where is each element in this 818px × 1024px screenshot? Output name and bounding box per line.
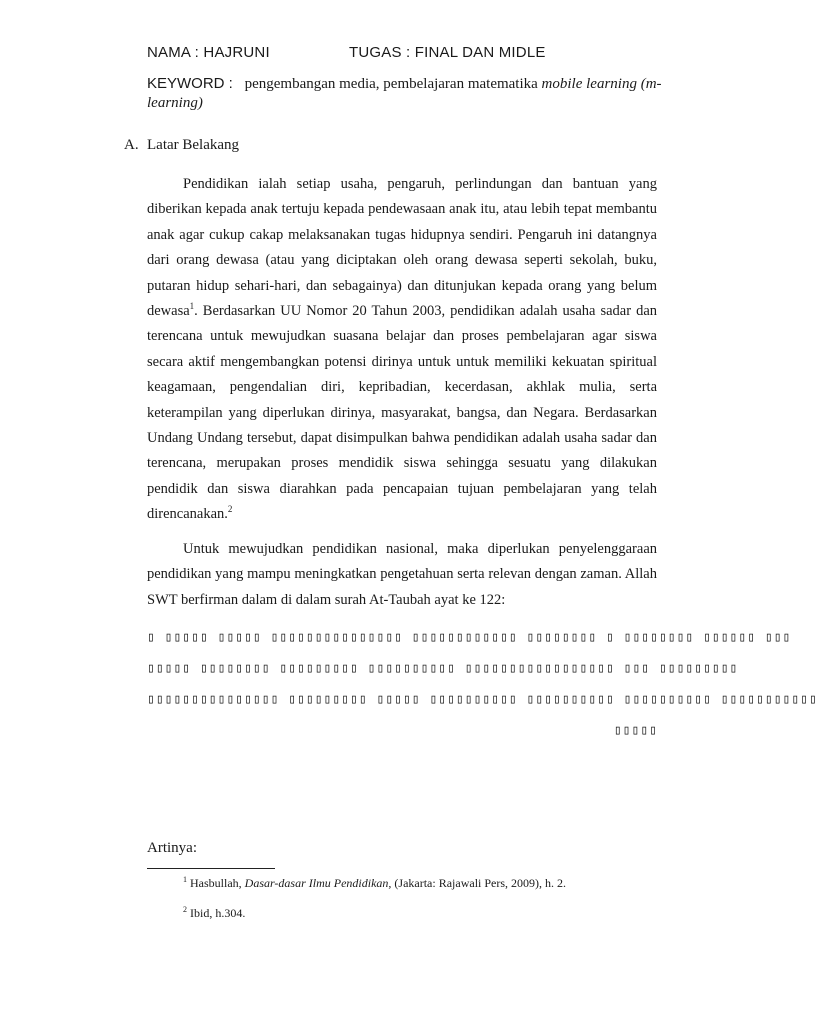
footnote-ref-1[interactable]: 1 <box>189 301 195 312</box>
footnote-1-title: Dasar-dasar Ilmu Pendidikan, <box>244 876 392 890</box>
arabic-verse <box>147 622 818 746</box>
footnote-2 <box>183 905 245 921</box>
keyword-label: KEYWORD : <box>147 75 233 92</box>
footnote-1 <box>183 875 566 891</box>
section-number: A. <box>124 137 139 153</box>
section-heading <box>124 137 239 154</box>
footnote-1-number: 1 <box>183 875 187 884</box>
paragraph1-part1: Pendidikan ialah setiap usaha, pengaruh, perlindungan dan bantuan yang diberikan kepada anak tertuju kepada pendewasaan anak itu, atau lebih tepat membantu anak agar cukup cakap melaksanakan tugas hidupnya sendiri. Pengaruh ini datangnya dari orang dewasa (atau yang diciptakan oleh orang dewasa seperti sekolah, buku, putaran hidup sehari-hari, dan sebagainya) dan ditunjukan kepada orang yang belum dewasa <box>147 176 657 320</box>
arabic-line-2: ▯▯▯▯▯ ▯▯▯▯▯▯▯▯ ▯▯▯▯▯▯▯▯▯ ▯▯▯▯▯▯▯▯▯▯ ▯▯▯▯▯▯▯▯▯▯▯▯▯▯▯▯▯ ▯▯▯ ▯▯▯▯▯▯▯▯▯ <box>147 661 739 676</box>
footnote-separator <box>147 868 275 869</box>
footnote-1-author: Hasbullah, <box>190 876 242 890</box>
section-title: Latar Belakang <box>147 137 240 153</box>
footnote-2-number: 2 <box>183 905 187 914</box>
arabic-line-3: ▯▯▯▯▯▯▯▯▯▯▯▯▯▯▯ ▯▯▯▯▯▯▯▯▯ ▯▯▯▯▯ ▯▯▯▯▯▯▯▯▯▯ ▯▯▯▯▯▯▯▯▯▯ ▯▯▯▯▯▯▯▯▯▯ ▯▯▯▯▯▯▯▯▯▯▯ <box>147 692 818 707</box>
keyword-text: pengembangan media, pembelajaran matematika <box>244 76 538 92</box>
arabic-line-4: ▯▯▯▯▯ <box>613 723 658 738</box>
translation-label: Artinya: <box>147 840 197 856</box>
footnote-1-rest: (Jakarta: Rajawali Pers, 2009), h. 2. <box>394 876 567 890</box>
footnote-2-text: Ibid, h.304. <box>190 906 246 920</box>
keyword-italic: mobile learning (m-learning) <box>147 76 662 111</box>
paragraph-background <box>147 172 657 528</box>
paragraph-national-education <box>147 537 657 613</box>
keywords <box>147 74 667 113</box>
task-title: TUGAS : FINAL DAN MIDLE <box>349 44 546 61</box>
student-name: NAMA : HAJRUNI <box>147 44 270 61</box>
paragraph1-part2: . Berdasarkan UU Nomor 20 Tahun 2003, pendidikan adalah usaha sadar dan terencana untuk mewujudkan suasana belajar dan proses pembelajaran agar siswa secara aktif mengembangkan potensi dirinya untuk untuk memiliki kekuatan spiritual keagamaan, pengendalian diri, kepribadian, kecerdasan, akhlak mulia, serta keterampilan yang diperlukan dirinya, masyarakat, bangsa, dan Negara. Berdasarkan Undang Undang tersebut, dapat disimpulkan bahwa pendidikan adalah usaha sadar dan terencana, merupakan proses mendidik siswa sehingga sesuatu yang dilakukan pendidik dan siswa diarahkan pada pencapaian tujuan pembelajaran yang telah direncanakan. <box>147 303 657 523</box>
footnote-ref-2[interactable]: 2 <box>227 504 233 515</box>
arabic-line-1: ▯ ▯▯▯▯▯ ▯▯▯▯▯ ▯▯▯▯▯▯▯▯▯▯▯▯▯▯▯ ▯▯▯▯▯▯▯▯▯▯▯▯ ▯▯▯▯▯▯▯▯ ▯ ▯▯▯▯▯▯▯▯ ▯▯▯▯▯▯ ▯▯▯ <box>147 630 792 645</box>
paragraph2-text: Untuk mewujudkan pendidikan nasional, maka diperlukan penyelenggaraan pendidikan yang mampu meningkatkan pengetahuan serta relevan dengan zaman. Allah SWT berfirman dalam di dalam surah At-Taubah ayat ke 122: <box>147 541 657 608</box>
